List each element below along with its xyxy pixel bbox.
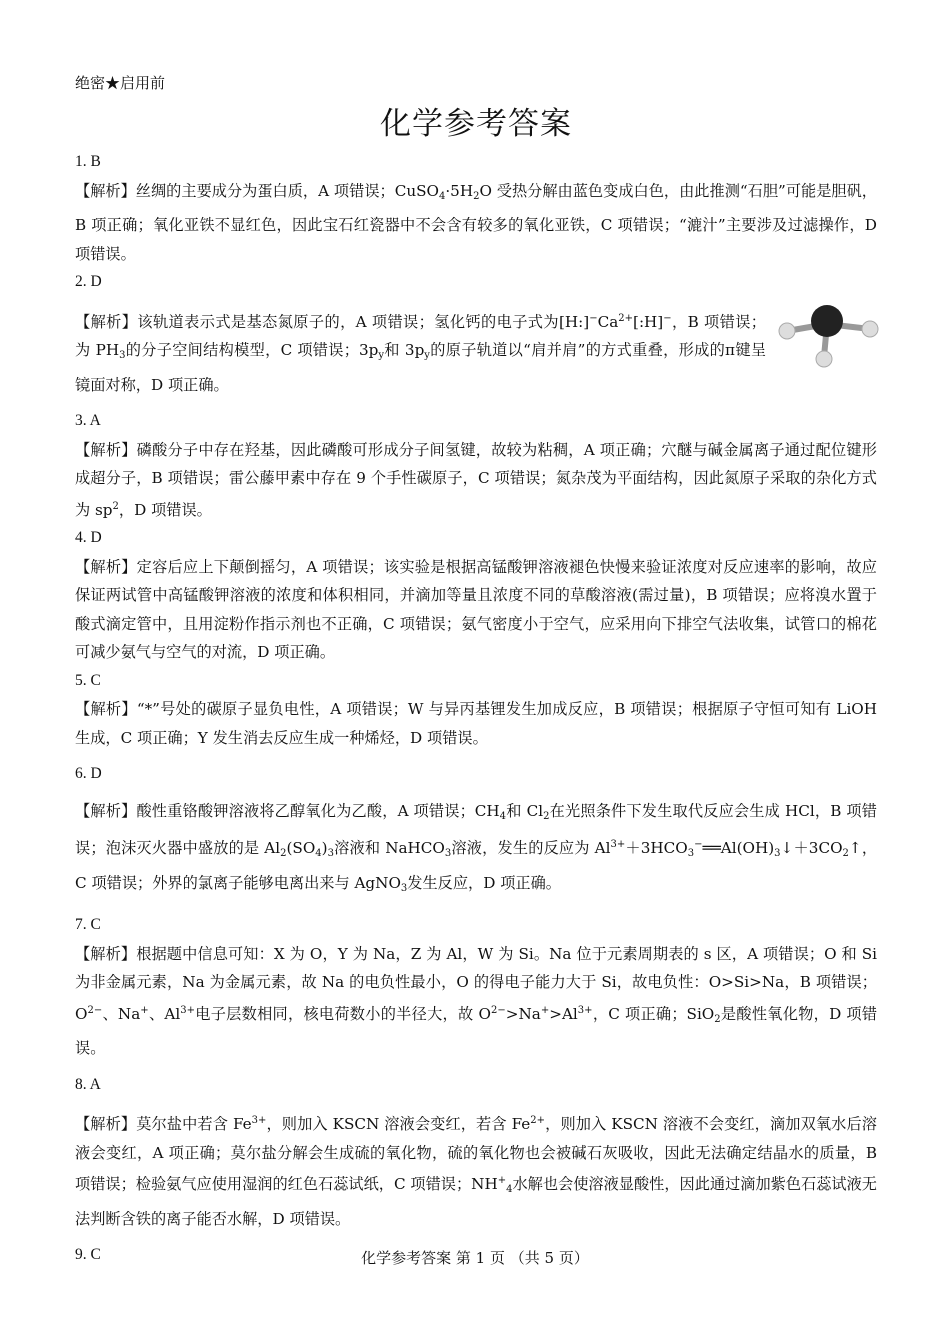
analysis-text: ，则加入 KSCN 溶液不会变红，滴加双氧水后溶液会变红，A 项正确；莫尔盐分解会生成硫的氧化物，硫的氧化物也会被碱石灰吸收，因此无法确定结晶水的质量，B 项错误；检验氨气应使用湿润的红色石蕊试纸，C 项错误；NH [75, 1115, 877, 1193]
superscript: 2− [491, 1004, 506, 1016]
analysis-text: 发生反应，D 项正确。 [407, 873, 561, 892]
answer-item [75, 268, 877, 407]
subscript: 3 [327, 848, 334, 859]
answer-analysis [75, 436, 877, 525]
answer-number: 5. C [75, 671, 101, 689]
superscript: 2+ [530, 1115, 546, 1126]
subscript: 4 [438, 190, 446, 202]
analysis-text: 的原子轨道以“肩并肩”的方式重叠，形成的π键呈镜面对称，D 项正确。 [75, 341, 766, 394]
subscript: 3 [400, 882, 408, 894]
answer-item [75, 667, 877, 761]
analysis-text: 在光照条件下发生取代反应会生成 HCl，B 项错误；泡沫灭火器中盛放的是 Al [75, 801, 877, 857]
subscript: 2 [473, 190, 480, 202]
analysis-text: ，D 项错误。 [118, 500, 212, 519]
subscript: 3 [687, 848, 695, 859]
answer-item [75, 760, 877, 911]
analysis-text: (SO [286, 839, 316, 857]
analysis-text: 和 Cl [506, 801, 544, 820]
analysis-text: 【解析】酸性重铬酸钾溶液将乙醇氧化为乙酸，A 项错误；CH [75, 801, 500, 820]
superscript: 3+ [251, 1115, 267, 1126]
analysis-text: ＋3HCO [625, 839, 688, 857]
subscript: y [424, 350, 430, 361]
answer-item [75, 148, 877, 268]
answer-number: 4. D [75, 529, 102, 546]
analysis-text: ══Al(OH) [702, 839, 775, 857]
analysis-text: 【解析】“*”号处的碳原子显负电性，A 项错误；W 与异丙基锂发生加成反应，B 项错误；根据原子守恒可知有 LiOH 生成，C 项正确；Y 发生消去反应生成一种烯烃，D 项错误。 [75, 700, 877, 747]
subscript: y [378, 350, 384, 361]
analysis-text: 溶液，发生的反应为 Al [451, 839, 611, 857]
answer-number: 2. D [75, 273, 102, 290]
answer-number: 7. C [75, 916, 101, 933]
analysis-text: 、Al [148, 1004, 181, 1023]
superscript: 2− [87, 1004, 103, 1016]
superscript: 3+ [180, 1004, 195, 1016]
ph3-molecule-model-image [772, 299, 882, 369]
answer-number: 8. A [75, 1075, 101, 1093]
answer-analysis [75, 695, 877, 752]
confidential-label: 绝密★启用前 [75, 74, 166, 92]
answer-analysis [75, 553, 877, 667]
answer-item [75, 407, 877, 524]
analysis-text: 的分子空间结构模型，C 项错误；3p [125, 341, 379, 359]
analysis-text: [:H] [633, 312, 664, 331]
page-footer: 化学参考答案 第 1 页 （共 5 页） [361, 1249, 589, 1267]
answer-number: 1. B [75, 153, 101, 170]
superscript: 2 [112, 500, 119, 512]
subscript: 2 [714, 1013, 721, 1025]
analysis-text: 【解析】莫尔盐中若含 Fe [75, 1115, 252, 1133]
answer-number: 9. C [75, 1246, 101, 1263]
superscript: + [497, 1175, 507, 1186]
analysis-text: 【解析】定容后应上下颠倒摇匀，A 项错误；该实验是根据高锰酸钾溶液褪色快慢来验证浓度对反应速率的影响，故应保证两试管中高锰酸钾溶液的浓度和体积相同，并滴加等量且浓度不同的草酸溶液(需过量)，B 项错误；应将溴水置于酸式滴定管中，且用淀粉作指示剂也不正确，C 项错误；氨气密度小于空气，应采用向下排空气法收集，试管口的棉花可减少氨气与空气的对流，D 项正确。 [75, 557, 877, 661]
subscript: 3 [119, 350, 126, 361]
analysis-text: 【解析】根据题中信息可知：X 为 O，Y 为 Na，Z 为 Al，W 为 Si。Na 位于元素周期表的 s 区，A 项错误；O 和 Si 为非金属元素，Na 为金属元素，故 Na 的电负性最小，O 的得电子能力大于 Si，故电负性：O>Si>Na，B 项错误；O [75, 944, 877, 1023]
analysis-text: ) [321, 839, 328, 857]
analysis-text: ，C 项正确；SiO [592, 1004, 715, 1023]
superscript: 3+ [577, 1004, 593, 1016]
subscript: 3 [444, 848, 452, 859]
analysis-text: ↓＋3CO [780, 839, 843, 857]
answer-analysis [75, 940, 877, 1063]
analysis-text: ，则加入 KSCN 溶液会变红，若含 Fe [266, 1115, 531, 1133]
analysis-text: Ca [597, 312, 619, 331]
superscript: + [140, 1004, 149, 1016]
subscript: 2 [280, 848, 287, 859]
superscript: − [589, 312, 598, 324]
analysis-text: 【解析】丝绸的主要成分为蛋白质，A 项错误；CuSO [75, 181, 439, 200]
document-page [75, 70, 877, 1270]
subscript: 4 [315, 848, 322, 859]
answer-item [75, 524, 877, 667]
answer-number: 6. D [75, 765, 102, 782]
answer-number: 3. A [75, 412, 101, 429]
subscript: 3 [774, 848, 781, 859]
answer-analysis [75, 1107, 877, 1233]
analysis-text: 【解析】磷酸分子中存在羟基，因此磷酸可形成分子间氢键，故较为粘稠，A 项正确；穴醚与碱金属离子通过配位键形成超分子，B 项错误；雷公藤甲素中存在 9 个手性碳原子，C 项错误；氮杂茂为平面结构，因此氮原子采取的杂化方式为 sp [75, 440, 877, 519]
analysis-text: >Al [549, 1004, 578, 1023]
answer-item [75, 1071, 877, 1242]
analysis-text: 电子层数相同，核电荷数小的半径大，故 O [194, 1004, 492, 1023]
subscript: 4 [506, 1184, 513, 1195]
analysis-text: ，B 项错误；为 PH [75, 312, 766, 359]
answer-analysis [75, 797, 877, 904]
analysis-text: ↑，C 项错误；外界的氯离子能够电离出来与 AgNO [75, 839, 878, 892]
subscript: 2 [543, 810, 550, 822]
analysis-text: 【解析】该轨道表示式是基态氮原子的，A 项错误；氢化钙的电子式为[H:] [75, 312, 590, 331]
answer-list [75, 148, 877, 1270]
analysis-text: 、Na [102, 1004, 141, 1023]
analysis-text: 和 3p [384, 341, 425, 359]
subscript: 4 [499, 810, 507, 822]
superscript: 2+ [618, 312, 634, 324]
answer-analysis [75, 305, 877, 400]
answer-item [75, 911, 877, 1071]
analysis-text: 是酸性氧化物，D 项错误。 [75, 1004, 878, 1057]
page-title: 化学参考答案 [380, 106, 572, 142]
superscript: 3+ [610, 839, 626, 850]
analysis-text: 水解也会使溶液显酸性，因此通过滴加紫色石蕊试液无法判断含铁的离子能否水解，D 项错误。 [75, 1175, 877, 1228]
answer-analysis [75, 177, 877, 269]
subscript: 2 [842, 848, 849, 859]
analysis-text: >Na [505, 1004, 541, 1023]
analysis-text: O 受热分解由蓝色变成白色，由此推测“石胆”可能是胆矾，B 项正确；氧化亚铁不显红色，因此宝石红瓷器中不会含有较多的氧化亚铁，C 项错误；“漉汁”主要涉及过滤操作，D 项错误。 [75, 181, 877, 263]
superscript: − [694, 839, 703, 850]
superscript: − [663, 312, 672, 324]
superscript: + [540, 1004, 550, 1016]
analysis-text: 溶液和 NaHCO [333, 839, 445, 857]
analysis-text: ·5H [445, 181, 474, 200]
